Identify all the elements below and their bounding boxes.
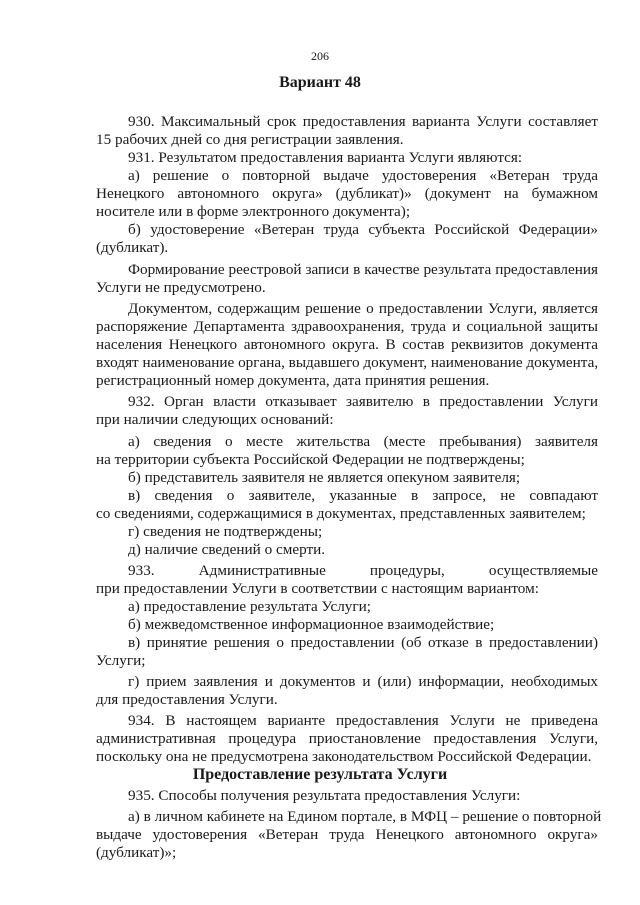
text-line: б) представитель заявителя не является опекуном заявителя; <box>128 469 521 486</box>
text-line: Документом, содержащим решение о предоставлении Услуги, является <box>128 300 598 317</box>
text-line: Услуги не предусмотрено. <box>96 279 266 296</box>
text-line: 935. Способы получения результата предоставления Услуги: <box>128 787 521 804</box>
text-line: а) сведения о месте жительства (месте пребывания) заявителя <box>128 433 598 450</box>
text-line: д) наличие сведений о смерти. <box>128 541 326 558</box>
text-line: в) принятие решения о предоставлении (об отказе в предоставлении) <box>128 634 598 651</box>
text-line: в) сведения о заявителе, указанные в запросе, не совпадают <box>128 487 598 504</box>
text-line: г) сведения не подтверждены; <box>128 523 323 540</box>
variant-heading: Вариант 48 <box>279 74 361 91</box>
text-line: 930. Максимальный срок предоставления варианта Услуги составляет <box>128 113 598 130</box>
text-line: выдаче удостоверения «Ветеран труда Ненецкого автономного округа» <box>96 826 598 843</box>
text-line: Формирование реестровой записи в качестве результата предоставления <box>128 261 598 278</box>
text-line: 932. Орган власти отказывает заявителю в предоставлении Услуги <box>128 393 598 410</box>
text-line: б) межведомственное информационное взаимодействие; <box>128 616 495 633</box>
text-line: для предоставления Услуги. <box>96 691 278 708</box>
text-line: при наличии следующих оснований: <box>96 411 334 428</box>
text-line: при предоставлении Услуги в соответствии с настоящим вариантом: <box>96 580 539 597</box>
text-line: Ненецкого автономного округа» (дубликат)» (документ на бумажном <box>96 185 598 202</box>
text-line: административная процедура приостановление предоставления Услуги, <box>96 730 598 747</box>
text-line: г) прием заявления и документов и (или) информации, необходимых <box>128 673 598 690</box>
text-line: распоряжение Департамента здравоохранения, труда и социальной защиты <box>96 318 598 335</box>
text-line: со сведениями, содержащимися в документах, представленных заявителем; <box>96 505 586 522</box>
text-line: б) удостоверение «Ветеран труда субъекта Российской Федерации» <box>128 221 598 238</box>
page-number: 206 <box>311 49 329 63</box>
text-line: на территории субъекта Российской Федерации не подтверждены; <box>96 451 525 468</box>
text-line: поскольку она не предусмотрена законодательством Российской Федерации. <box>96 748 592 765</box>
text-line: (дубликат)»; <box>96 844 177 861</box>
section-heading: Предоставление результата Услуги <box>192 766 448 783</box>
text-line: а) в личном кабинете на Едином портале, в МФЦ – решение о повторной <box>128 808 602 825</box>
text-line: носителе или в форме электронного документа); <box>96 203 411 220</box>
text-line: регистрационный номер документа, дата принятия решения. <box>96 372 490 389</box>
text-line: Услуги; <box>96 652 146 669</box>
text-line: (дубликат). <box>96 239 169 256</box>
text-line: а) решение о повторной выдаче удостоверения «Ветеран труда <box>128 167 598 184</box>
text-line: а) предоставление результата Услуги; <box>128 598 371 615</box>
text-line: населения Ненецкого автономного округа. В состав реквизитов документа <box>96 336 598 353</box>
text-line: 931. Результатом предоставления варианта Услуги являются: <box>128 149 523 166</box>
text-line: входят наименование органа, выдавшего документ, наименование документа, <box>96 354 599 371</box>
text-line: 934. В настоящем варианте предоставления Услуги не приведена <box>128 712 598 729</box>
text-line: 15 рабочих дней со дня регистрации заявления. <box>96 131 404 148</box>
text-line: 933. Административные процедуры, осуществляемые <box>128 562 598 579</box>
